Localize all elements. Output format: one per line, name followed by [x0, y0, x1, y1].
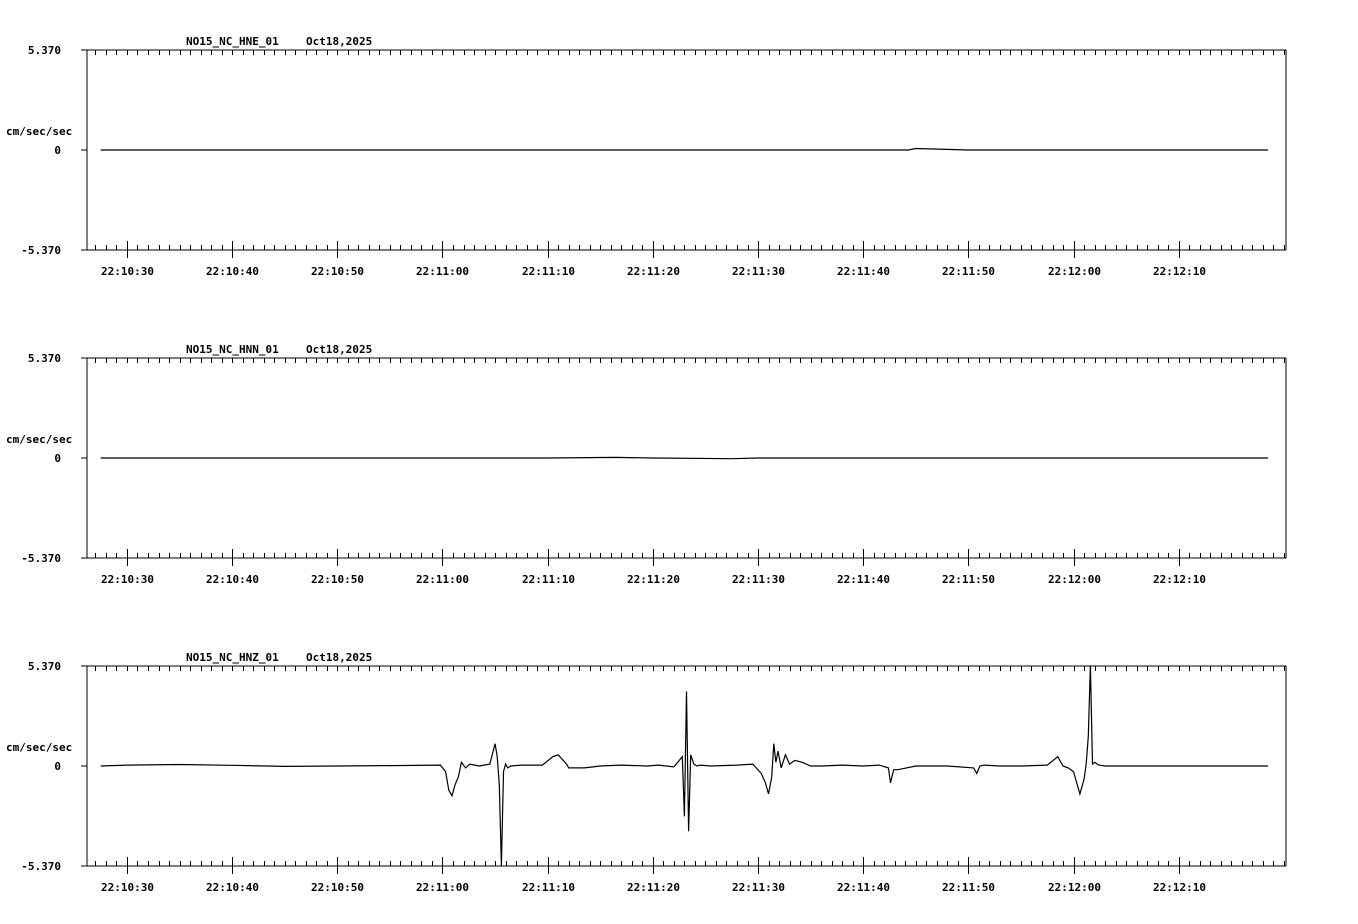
y-axis-label: cm/sec/sec — [6, 433, 73, 446]
trace-date: Oct18,2025 — [306, 343, 373, 356]
y-axis-label: cm/sec/sec — [6, 125, 73, 138]
x-tick-label: 22:12:00 — [1048, 265, 1101, 278]
trace-line — [101, 457, 1268, 458]
x-tick-label: 22:11:00 — [416, 265, 469, 278]
y-tick-label-bottom: -5.370 — [21, 244, 61, 257]
x-tick-label: 22:10:30 — [101, 881, 154, 894]
y-tick-label-zero: 0 — [54, 144, 61, 157]
x-tick-label: 22:11:20 — [627, 265, 680, 278]
x-tick-label: 22:11:00 — [416, 573, 469, 586]
x-tick-label: 22:12:10 — [1153, 573, 1206, 586]
y-tick-label-top: 5.370 — [27, 352, 61, 365]
x-tick-label: 22:10:30 — [101, 573, 154, 586]
x-tick-label: 22:11:20 — [627, 573, 680, 586]
x-tick-label: 22:10:50 — [311, 573, 364, 586]
y-tick-label-zero: 0 — [54, 760, 61, 773]
y-tick-label-bottom: -5.370 — [21, 860, 61, 873]
trace-date: Oct18,2025 — [306, 651, 373, 664]
x-tick-label: 22:11:40 — [837, 265, 890, 278]
x-tick-label: 22:11:40 — [837, 881, 890, 894]
trace-title: NO15_NC_HNN_01 — [186, 343, 279, 356]
y-tick-label-zero: 0 — [54, 452, 61, 465]
x-tick-label: 22:11:50 — [942, 265, 995, 278]
x-tick-label: 22:10:30 — [101, 265, 154, 278]
y-tick-label-top: 5.370 — [27, 660, 61, 673]
trace-title: NO15_NC_HNE_01 — [186, 35, 279, 48]
x-tick-label: 22:11:10 — [522, 573, 575, 586]
y-tick-label-bottom: -5.370 — [21, 552, 61, 565]
x-tick-label: 22:11:00 — [416, 881, 469, 894]
x-tick-label: 22:11:50 — [942, 881, 995, 894]
x-tick-label: 22:11:20 — [627, 881, 680, 894]
x-tick-label: 22:11:30 — [732, 573, 785, 586]
x-tick-label: 22:11:10 — [522, 265, 575, 278]
x-tick-label: 22:10:50 — [311, 265, 364, 278]
trace-date: Oct18,2025 — [306, 35, 373, 48]
y-axis-label: cm/sec/sec — [6, 741, 73, 754]
x-tick-label: 22:10:40 — [206, 881, 259, 894]
x-tick-label: 22:12:00 — [1048, 881, 1101, 894]
trace-line — [101, 149, 1268, 151]
x-tick-label: 22:11:50 — [942, 573, 995, 586]
x-tick-label: 22:12:10 — [1153, 881, 1206, 894]
y-tick-label-top: 5.370 — [27, 44, 61, 57]
trace-line — [101, 665, 1268, 866]
x-tick-label: 22:11:30 — [732, 881, 785, 894]
x-tick-label: 22:10:40 — [206, 573, 259, 586]
x-tick-label: 22:11:10 — [522, 881, 575, 894]
x-tick-label: 22:10:40 — [206, 265, 259, 278]
x-tick-label: 22:10:50 — [311, 881, 364, 894]
x-tick-label: 22:12:00 — [1048, 573, 1101, 586]
trace-title: NO15_NC_HNZ_01 — [186, 651, 279, 664]
x-tick-label: 22:12:10 — [1153, 265, 1206, 278]
x-tick-label: 22:11:30 — [732, 265, 785, 278]
x-tick-label: 22:11:40 — [837, 573, 890, 586]
